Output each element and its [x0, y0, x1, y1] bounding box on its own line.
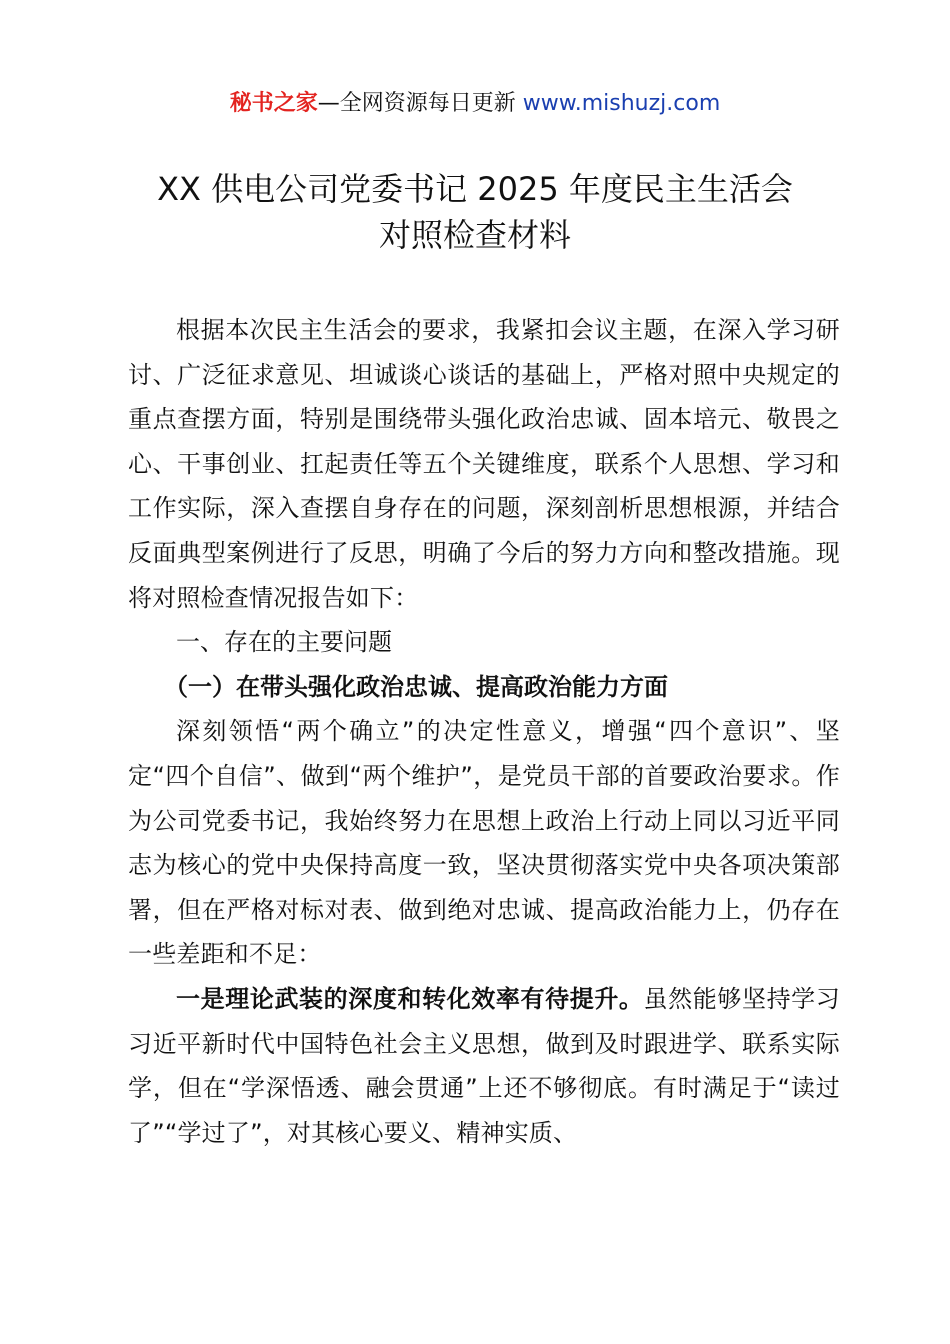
point-1-text: 虽然能够坚持学习习近平新时代中国特色社会主义思想，做到及时跟进学、联系实际学，但在“学深悟透、融会贯通”上还不够彻底。有时满足于“读过了”“学过了”，对其核心要义、精神实质、: [128, 984, 840, 1147]
title-line-2: 对照检查材料: [378, 216, 571, 254]
header-tagline: —全网资源每日更新: [317, 91, 516, 116]
section-heading-1: 一、存在的主要问题: [176, 628, 392, 657]
brand-name: 秘书之家: [229, 91, 318, 116]
paragraph-2: 深刻领悟“两个确立”的决定性意义，增强“四个意识”、坚定“四个自信”、做到“两个维护”，是党员干部的首要政治要求。作为公司党委书记，我始终努力在思想上政治上行动上同以习近平同志为核心的党中央保持高度一致，坚决贯彻落实党中央各项决策部署，但在严格对标对表、做到绝对忠诚、提高政治能力上，仍存在一些差距和不足：: [128, 717, 840, 969]
point-1-lead: 一是理论武装的深度和转化效率有待提升。: [176, 984, 644, 1013]
document-body: [128, 308, 840, 1155]
site-header: [0, 88, 950, 120]
title-line-1: XX 供电公司党委书记 2025 年度民主生活会: [157, 170, 793, 208]
point-1-paragraph: [128, 977, 840, 1155]
document-title: [60, 166, 890, 258]
site-url-link[interactable]: www.mishuzj.com: [522, 91, 721, 116]
intro-paragraph: 根据本次民主生活会的要求，我紧扣会议主题，在深入学习研讨、广泛征求意见、坦诚谈心谈话的基础上，严格对照中央规定的重点查摆方面，特别是围绕带头强化政治忠诚、固本培元、敬畏之心、干事创业、扛起责任等五个关键维度，联系个人思想、学习和工作实际，深入查摆自身存在的问题，深刻剖析思想根源，并结合反面典型案例进行了反思，明确了今后的努力方向和整改措施。现将对照检查情况报告如下：: [128, 316, 840, 612]
subsection-heading-1: （一）在带头强化政治忠诚、提高政治能力方面: [164, 672, 668, 701]
